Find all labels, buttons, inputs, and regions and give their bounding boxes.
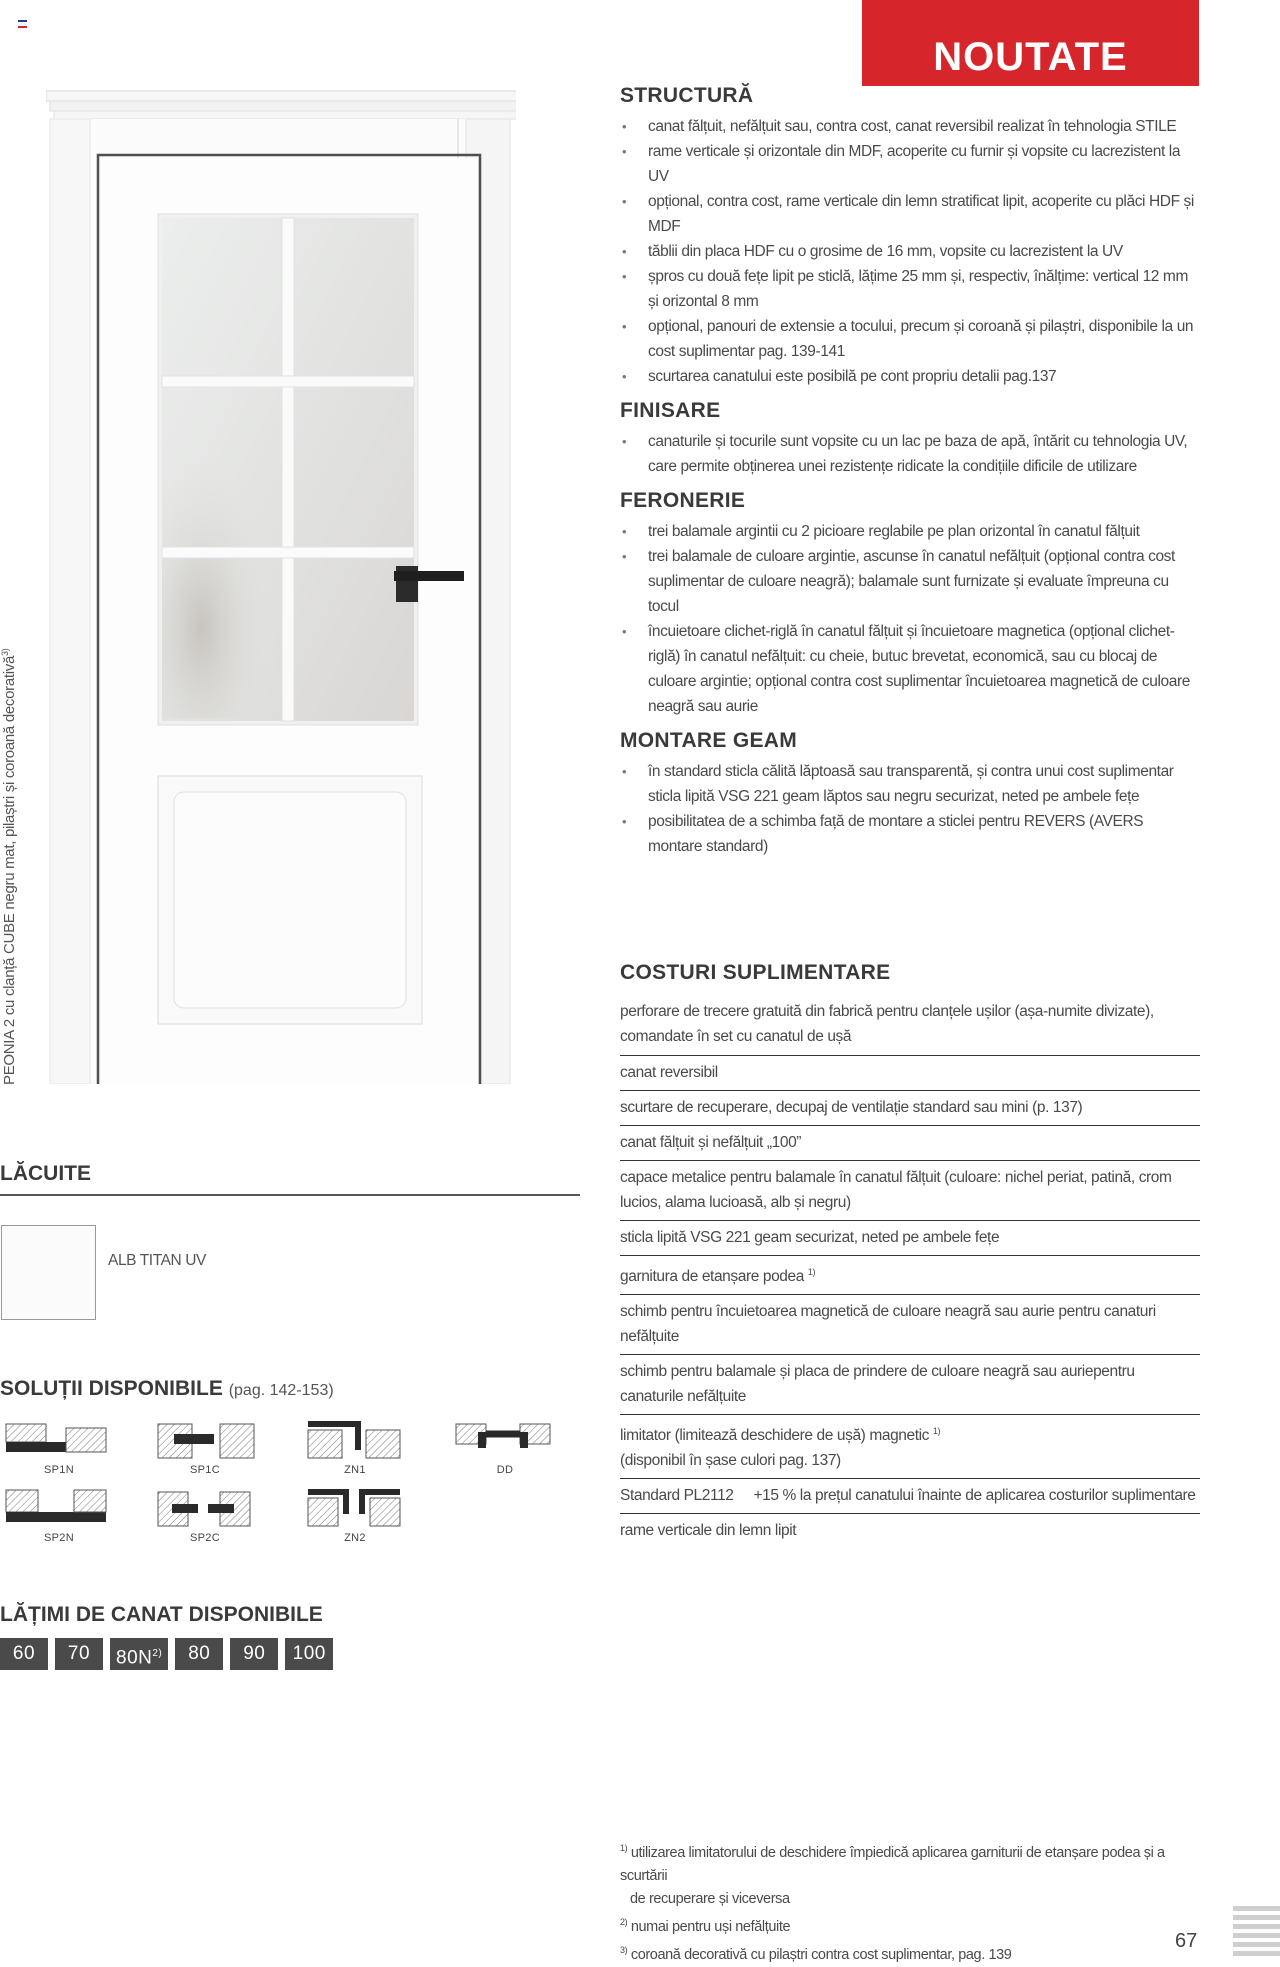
solution-dd	[450, 1420, 560, 1480]
glass-list	[620, 759, 1200, 859]
footnote-text: coroană decorativă cu pilaștri contra cost suplimentar, pag. 139	[630, 1946, 1012, 1963]
limiter-note: (disponibil în șase culori pag. 137)	[620, 1452, 841, 1470]
list-item: • tăblii din placa HDF cu o grosime de 16 mm, vopsite cu lacrezistent la UV	[620, 239, 1200, 264]
extra-costs-section	[620, 961, 1200, 1548]
footnote-sup: 1)	[620, 1843, 628, 1853]
cost-text: schimb pentru încuietoarea magnetică de culoare neagră sau aurie pentru canaturi nefălțuite	[620, 1303, 1156, 1346]
sp2c-diagram-icon	[150, 1488, 260, 1530]
cost-text: rame verticale din lemn lipit	[620, 1522, 797, 1540]
new-badge: NOUTATE	[862, 0, 1199, 86]
solution-sp1n	[4, 1420, 114, 1480]
solution-label: SP1N	[44, 1464, 74, 1476]
solutions-heading: SOLUȚII DISPONIBILE	[0, 1377, 223, 1400]
solution-sp1c	[150, 1420, 260, 1480]
cost-row-limiter	[620, 1415, 1200, 1479]
cost-text: capace metalice pentru balamale în canatul fălțuit (culoare: nichel periat, patină, crom lucios, alama lucioasă, alb și negru)	[620, 1169, 1172, 1211]
cost-text: canat reversibil	[620, 1064, 718, 1081]
hardware-list	[620, 519, 1200, 719]
width-option	[110, 1638, 168, 1670]
footnote	[620, 1939, 1200, 1967]
cost-row-standard	[620, 1479, 1200, 1514]
list-item: • canat fălțuit, nefălțuit sau, contra cost, canat reversibil realizat în tehnologia STILE	[620, 114, 1200, 139]
sp1c-diagram-icon	[150, 1420, 260, 1462]
costs-title: COSTURI SUPLIMENTARE	[620, 961, 891, 984]
cost-text: canat fălțuit și nefălțuit „100”	[620, 1134, 802, 1151]
solution-sp2c	[150, 1488, 260, 1548]
list-item: • opțional, contra cost, rame verticale din lemn stratificat lipit, acoperite cu plăci HDF și MDF	[620, 189, 1200, 239]
language-flag-icon	[18, 20, 27, 27]
footnote-text: de recuperare și viceversa	[630, 1890, 790, 1907]
solution-label: DD	[496, 1464, 514, 1476]
footnotes	[620, 1837, 1200, 1966]
cost-text: garnitura de etanșare podea	[620, 1268, 804, 1286]
footnote-text: numai pentru uși nefălțuite	[630, 1918, 791, 1935]
cost-row	[620, 1256, 1200, 1295]
cost-row	[620, 1126, 1200, 1161]
width-option: 90	[230, 1638, 278, 1670]
footnote	[620, 1837, 1200, 1888]
sp1n-diagram-icon	[4, 1420, 114, 1462]
solution-zn2	[300, 1488, 410, 1548]
widths-title: LĂȚIMI DE CANAT DISPONIBILE	[0, 1603, 323, 1626]
door-image	[46, 88, 516, 1084]
solution-sp2n	[4, 1488, 114, 1548]
caption-sup: 3)	[0, 648, 10, 656]
color-swatch	[1, 1225, 96, 1320]
zn1-diagram-icon	[300, 1420, 410, 1462]
cost-row	[620, 1295, 1200, 1355]
solution-label: SP2C	[190, 1532, 220, 1544]
lacquered-title: LĂCUITE	[0, 1162, 580, 1196]
cost-row	[620, 1056, 1200, 1091]
cost-row	[620, 1091, 1200, 1126]
structure-title: STRUCTURĂ	[620, 84, 754, 107]
list-item: • canaturile și tocurile sunt vopsite cu un lac pe baza de apă, întărit cu tehnologia UV, care permite obținerea unei rezistențe ridicate la condițiile dificile de utilizare	[620, 429, 1200, 479]
cost-row	[620, 1514, 1200, 1548]
solution-label: ZN1	[344, 1464, 366, 1476]
cost-row	[620, 1355, 1200, 1415]
color-swatch-label: ALB TITAN UV	[108, 1252, 206, 1269]
solution-zn1	[300, 1420, 410, 1480]
solution-label: ZN2	[344, 1532, 366, 1544]
footnote	[620, 1888, 1200, 1911]
limiter-text: limitator (limitează deschidere de ușă) magnetic	[620, 1427, 930, 1445]
spec-column	[620, 84, 1200, 869]
finish-title: FINISARE	[620, 399, 721, 422]
cost-row	[620, 1161, 1200, 1221]
width-sup: 2)	[152, 1648, 163, 1659]
list-item: • în standard sticla călită lăptoasă sau transparentă, și contra unui cost suplimentar sticla lipită VSG 221 geam lăptos sau negru securizat, neted pe ambele fețe	[620, 759, 1200, 809]
list-item: • încuietoare clichet-riglă în canatul fălțuit și încuietoare magnetica (opțional clichet-riglă) în canatul nefălțuit: cu cheie, butuc brevetat, economică, sau cu blocaj de culoare argintie; opțional contra cost suplimentar încuietoarea magnetică de culoare neagră sau aurie	[620, 619, 1200, 719]
product-caption	[0, 645, 24, 1085]
decorative-stripes	[1233, 1906, 1280, 1960]
footnote	[620, 1911, 1200, 1939]
solutions-pages: (pag. 142-153)	[228, 1382, 334, 1399]
cost-text: scurtare de recuperare, decupaj de ventilație standard sau mini (p. 137)	[620, 1099, 1083, 1116]
width-option: 100	[285, 1638, 333, 1670]
sp2n-diagram-icon	[4, 1488, 114, 1530]
list-item: • trei balamale de culoare argintie, ascunse în canatul nefălțuit (opțional contra cost suplimentar de culoare neagră); balamale sunt furnizate și evaluate împreuna cu tocul	[620, 544, 1200, 619]
footnote-sup: 3)	[620, 1944, 628, 1955]
width-option: 80	[175, 1638, 223, 1670]
footnote-sup: 2)	[620, 1916, 628, 1927]
list-item: • șpros cu două fețe lipit pe sticlă, lățime 25 mm și, respectiv, înălțime: vertical 12 mm și orizontal 8 mm	[620, 264, 1200, 314]
list-item: • scurtarea canatului este posibilă pe cont propriu detalii pag.137	[620, 364, 1200, 389]
hardware-title: FERONERIE	[620, 489, 746, 512]
standard-label: Standard PL2112	[620, 1487, 734, 1505]
finish-list	[620, 429, 1200, 479]
zn2-diagram-icon	[300, 1488, 410, 1530]
cost-row	[620, 1221, 1200, 1256]
costs-intro: perforare de trecere gratuită din fabrică pentru clanțele ușilor (așa-numite divizate), comandate în set cu canatul de ușă	[620, 999, 1200, 1056]
standard-value: +15 % la prețul canatului înainte de aplicarea costurilor suplimentare	[753, 1487, 1196, 1505]
list-item: • trei balamale argintii cu 2 picioare reglabile pe plan orizontal în canatul fălțuit	[620, 519, 1200, 544]
widths-list	[0, 1638, 333, 1670]
dd-diagram-icon	[450, 1420, 560, 1462]
list-item: • rame verticale și orizontale din MDF, acoperite cu furnir și vopsite cu lacrezistent la UV	[620, 139, 1200, 189]
glass-title: MONTARE GEAM	[620, 729, 798, 752]
footnote-text: utilizarea limitatorului de deschidere împiedică aplicarea garniturii de etanșare podea și a scurtării	[620, 1844, 1165, 1884]
list-item: • posibilitatea de a schimba față de montare a sticlei pentru REVERS (AVERS montare standard)	[620, 809, 1200, 859]
page-number: 67	[1175, 1930, 1198, 1952]
cost-sup: 1)	[807, 1267, 816, 1277]
width-option: 60	[0, 1638, 48, 1670]
caption-text: PEONIA 2 cu clanță CUBE negru mat, pilaștri și coroană decorativă	[1, 655, 18, 1085]
width-value: 80N	[116, 1647, 153, 1669]
cost-text: schimb pentru balamale și placa de prindere de culoare neagră sau auriepentru canaturile nefălțuite	[620, 1363, 1135, 1406]
width-option: 70	[55, 1638, 103, 1670]
list-item: • opțional, panouri de extensie a tocului, precum și coroană și pilaștri, disponibile la un cost suplimentar pag. 139-141	[620, 314, 1200, 364]
solution-label: SP1C	[190, 1464, 220, 1476]
structure-list	[620, 114, 1200, 389]
limiter-sup: 1)	[932, 1426, 941, 1437]
cost-text: sticla lipită VSG 221 geam securizat, neted pe ambele fețe	[620, 1229, 1000, 1246]
solutions-title	[0, 1377, 334, 1401]
solution-label: SP2N	[44, 1532, 74, 1544]
